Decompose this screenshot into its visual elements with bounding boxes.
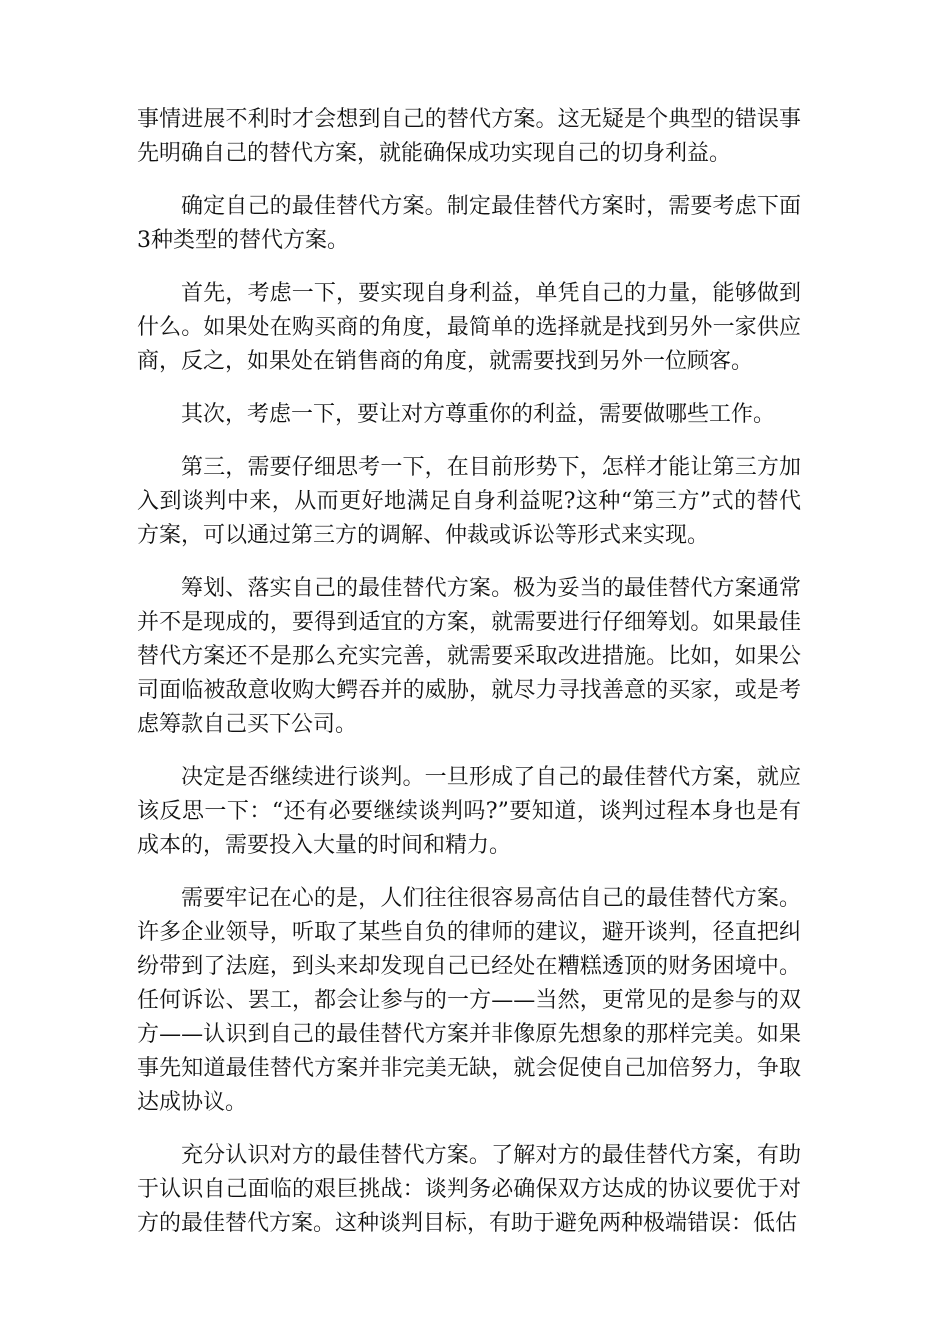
paragraph-8: 需要牢记在心的是，人们往往很容易高估自己的最佳替代方案。许多企业领导，听取了某些自负的律师的建议，避开谈判，径直把纠纷带到了法庭，到头来却发现自己已经处在糟糕透顶的财务困境中。任何诉讼、罢工，都会让参与的一方——当然，更常见的是参与的双方——认识到自己的最佳替代方案并非像原先想象的那样完美。如果事先知道最佳替代方案并非完美无缺，就会促使自己加倍努力，争取达成协议。 bbox=[137, 886, 801, 1115]
paragraph-9: 充分认识对方的最佳替代方案。了解对方的最佳替代方案，有助于认识自己面临的艰巨挑战：谈判务必确保双方达成的协议要优于对方的最佳替代方案。这种谈判目标，有助于避免两种极端错误：低估 bbox=[137, 1143, 801, 1236]
paragraph-2: 确定自己的最佳替代方案。制定最佳替代方案时，需要考虑下面3种类型的替代方案。 bbox=[137, 194, 801, 253]
document-body bbox=[137, 103, 801, 1260]
paragraph-4: 其次，考虑一下，要让对方尊重你的利益，需要做哪些工作。 bbox=[181, 402, 776, 427]
paragraph-7: 决定是否继续进行谈判。一旦形成了自己的最佳替代方案，就应该反思一下：“还有必要继续谈判吗?”要知道，谈判过程本身也是有成本的，需要投入大量的时间和精力。 bbox=[137, 765, 801, 858]
paragraph-6: 筹划、落实自己的最佳替代方案。极为妥当的最佳替代方案通常并不是现成的，要得到适宜的方案，就需要进行仔细筹划。如果最佳替代方案还不是那么充实完善，就需要采取改进措施。比如，如果公司面临被敌意收购大鳄吞并的威胁，就尽力寻找善意的买家，或是考虑筹款自己买下公司。 bbox=[137, 576, 801, 737]
paragraph-1: 事情进展不利时才会想到自己的替代方案。这无疑是个典型的错误事先明确自己的替代方案，就能确保成功实现自己的切身利益。 bbox=[137, 107, 801, 166]
paragraph-5: 第三，需要仔细思考一下，在目前形势下，怎样才能让第三方加入到谈判中来，从而更好地满足自身利益呢?这种“第三方”式的替代方案，可以通过第三方的调解、仲裁或诉讼等形式来实现。 bbox=[137, 455, 801, 548]
paragraph-3: 首先，考虑一下，要实现自身利益，单凭自己的力量，能够做到什么。如果处在购买商的角度，最简单的选择就是找到另外一家供应商，反之，如果处在销售商的角度，就需要找到另外一位顾客。 bbox=[137, 281, 801, 374]
